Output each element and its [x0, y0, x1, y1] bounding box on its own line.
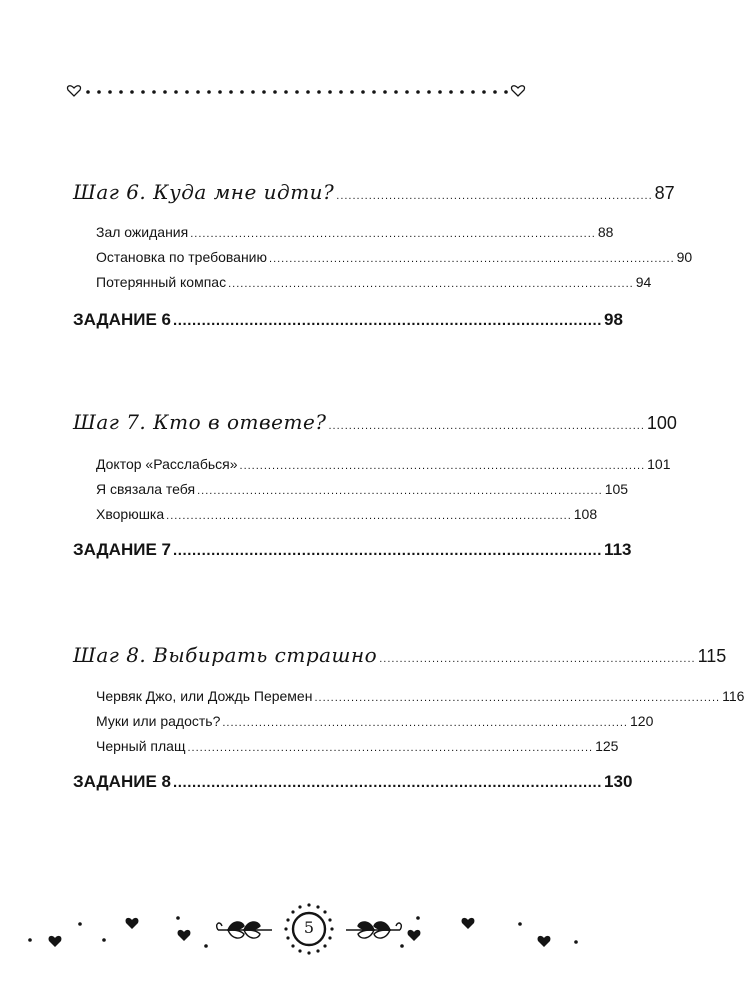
heart-icon [67, 86, 80, 96]
heart-icon [462, 918, 475, 929]
task-label: ЗАДАНИЕ 6 [73, 310, 171, 329]
dot-icon [400, 944, 404, 948]
toc-entry[interactable] [96, 506, 598, 522]
heart-icon [49, 936, 62, 947]
dot-icon [28, 938, 32, 942]
task-label: ЗАДАНИЕ 8 [73, 772, 171, 791]
heart-icon [126, 918, 139, 929]
dot-leader: .............................................................................. [336, 190, 653, 202]
toc-entry[interactable] [96, 456, 671, 472]
toc-entry[interactable] [96, 713, 654, 729]
dot-icon [78, 922, 82, 926]
entry-label: Червяк Джо, или Дождь Перемен [96, 688, 313, 704]
entry-label: Муки или радость? [96, 713, 221, 729]
entry-label: Я связала тебя [96, 481, 196, 497]
entry-page: 90 [676, 249, 693, 265]
dot-leader: .................................................................................................... [228, 278, 634, 290]
entry-page: 116 [722, 688, 744, 704]
toc-step-7[interactable] [73, 410, 677, 434]
toc-step-6[interactable] [73, 180, 675, 204]
heart-icon [538, 936, 551, 947]
entry-page: 108 [573, 506, 598, 522]
toc-entry[interactable] [96, 738, 619, 754]
laurel-left-icon [217, 922, 272, 938]
step-title: Шаг 7. Кто в ответе? [73, 410, 327, 434]
entry-page: 125 [595, 738, 619, 754]
task-page: 130 [604, 772, 633, 791]
page-number: 5 [303, 918, 315, 937]
dot-leader: .................................................................................................... [190, 228, 596, 240]
entry-page: 101 [647, 456, 671, 472]
step-title: Шаг 8. Выбирать страшно [73, 643, 378, 667]
dot-icon [416, 916, 420, 920]
toc-entry[interactable] [96, 688, 744, 704]
entry-page: 105 [604, 481, 629, 497]
entry-label: Хворюшка [96, 506, 165, 522]
dot-leader: .................................................................................................... [187, 742, 594, 754]
toc-entry[interactable] [96, 224, 614, 240]
toc-entry[interactable] [96, 249, 693, 265]
entry-label: Доктор «Расслабься» [96, 456, 238, 472]
dot-icon [518, 922, 522, 926]
step-page: 100 [646, 413, 677, 433]
toc-entry[interactable] [96, 481, 629, 497]
entry-label: Зал ожидания [96, 224, 189, 240]
toc-task-6[interactable] [73, 310, 623, 330]
toc-task-8[interactable] [73, 772, 633, 792]
dot-leader: .................................................................................................... [197, 485, 603, 497]
heart-icon [178, 930, 191, 941]
toc-entry[interactable] [96, 274, 652, 290]
entry-page: 120 [630, 713, 654, 729]
task-label: ЗАДАНИЕ 7 [73, 540, 171, 559]
dot-leader: .............................................................................. [379, 653, 696, 665]
entry-page: 94 [635, 274, 652, 290]
dot-leader: .......................................................................................... [172, 542, 603, 559]
dot-leader: .................................................................................................... [222, 717, 628, 729]
entry-page: 88 [597, 224, 614, 240]
dot-leader: .......................................................................................... [172, 774, 603, 791]
toc-task-7[interactable] [73, 540, 632, 560]
task-page: 98 [604, 310, 623, 329]
dot-leader: .................................................................................................... [239, 460, 646, 472]
toc-step-8[interactable] [73, 643, 727, 667]
dot-icon [102, 938, 106, 942]
entry-label: Черный плащ [96, 738, 186, 754]
dot-leader: .................................................................................................... [269, 253, 675, 265]
dot-leader: .............................................................................. [328, 420, 645, 432]
top-ornament [0, 0, 619, 110]
heart-icon [511, 86, 524, 96]
dot-icon [204, 944, 208, 948]
dot-icon [176, 916, 180, 920]
dot-leader: .......................................................................................... [172, 312, 603, 329]
dot-icon [574, 940, 578, 944]
step-title: Шаг 6. Куда мне идти? [73, 180, 335, 204]
entry-label: Потерянный компас [96, 274, 227, 290]
dot-leader: .................................................................................................... [314, 692, 721, 704]
dot-row [86, 90, 508, 94]
laurel-right-icon [346, 922, 401, 938]
step-page: 115 [697, 646, 727, 666]
task-page: 113 [604, 540, 632, 559]
step-page: 87 [654, 183, 675, 203]
entry-label: Остановка по требованию [96, 249, 268, 265]
heart-icon [408, 930, 421, 941]
dot-leader: .................................................................................................... [166, 510, 572, 522]
